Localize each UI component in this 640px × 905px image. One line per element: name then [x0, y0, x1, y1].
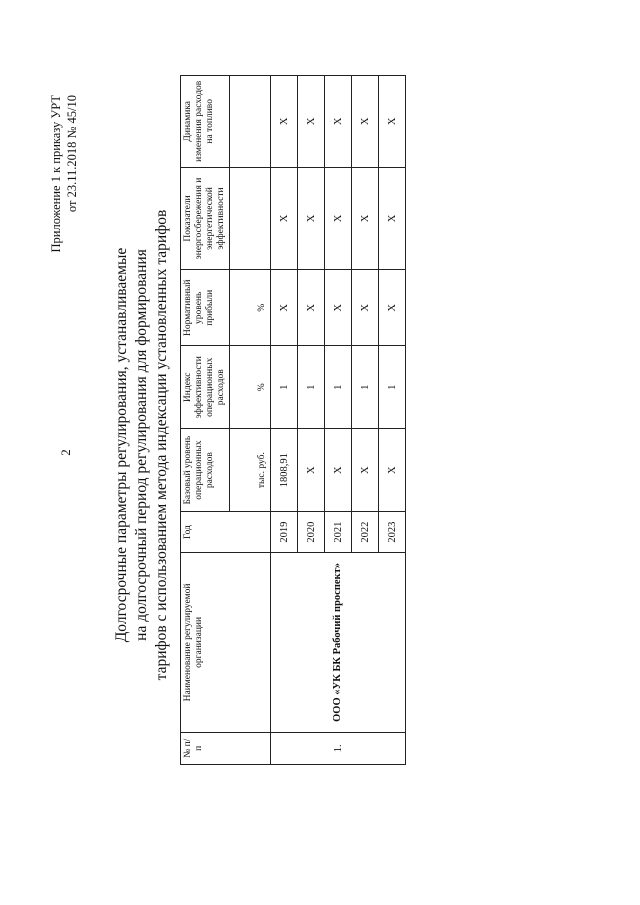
- appendix-line-2: от 23.11.2018 № 45/10: [65, 95, 79, 213]
- cell-efficiency-index: 1: [325, 346, 352, 429]
- cell-year: 2020: [298, 511, 325, 552]
- cell-fuel-dynamics: X: [379, 76, 406, 168]
- cell-year: 2023: [379, 511, 406, 552]
- cell-efficiency-index: 1: [298, 346, 325, 429]
- title-line-1: Долгосрочные параметры регулирования, устанавливаемые: [113, 247, 130, 643]
- page-number: 2: [58, 449, 73, 456]
- unit-normative-profit: %: [230, 270, 271, 346]
- title-line-2: на долгосрочный период регулирования для формирования: [133, 249, 150, 641]
- table-header-row: [181, 76, 230, 765]
- title-line-3: тарифов с использованием метода индексации установленных тарифов: [153, 209, 170, 681]
- cell-base-opex: X: [352, 429, 379, 512]
- parameters-table: [180, 75, 406, 765]
- header-base-opex: Базовый уровень операционных расходов: [181, 429, 230, 512]
- header-energy-efficiency: Показатели энергосбережения и энергетической эффективности: [181, 167, 230, 270]
- cell-energy-efficiency: X: [379, 167, 406, 270]
- cell-fuel-dynamics: X: [352, 76, 379, 168]
- unit-energy-efficiency: [230, 167, 271, 270]
- cell-normative-profit: X: [325, 270, 352, 346]
- cell-normative-profit: X: [352, 270, 379, 346]
- cell-base-opex: X: [325, 429, 352, 512]
- cell-fuel-dynamics: X: [325, 76, 352, 168]
- header-fuel-dynamics: Динамика изменения расходов на топливо: [181, 76, 230, 168]
- cell-year: 2021: [325, 511, 352, 552]
- cell-normative-profit: X: [271, 270, 298, 346]
- header-year: Год: [181, 511, 271, 552]
- cell-base-opex: 1808,91: [271, 429, 298, 512]
- cell-efficiency-index: 1: [352, 346, 379, 429]
- header-number: № п/п: [181, 732, 271, 764]
- unit-base-opex: тыс. руб.: [230, 429, 271, 512]
- cell-energy-efficiency: X: [298, 167, 325, 270]
- header-normative-profit: Нормативный уровень прибыли: [181, 270, 230, 346]
- document-title: [112, 205, 172, 685]
- appendix-line-1: Приложение 1 к приказу УРТ: [49, 95, 63, 253]
- cell-base-opex: X: [379, 429, 406, 512]
- cell-year: 2019: [271, 511, 298, 552]
- cell-normative-profit: X: [379, 270, 406, 346]
- row-number: 1.: [271, 732, 406, 764]
- unit-fuel-dynamics: [230, 76, 271, 168]
- cell-fuel-dynamics: X: [271, 76, 298, 168]
- cell-year: 2022: [352, 511, 379, 552]
- table-row: [271, 76, 298, 765]
- header-organization: Наименование регулируемой организации: [181, 553, 271, 732]
- cell-fuel-dynamics: X: [298, 76, 325, 168]
- cell-normative-profit: X: [298, 270, 325, 346]
- cell-efficiency-index: 1: [379, 346, 406, 429]
- cell-energy-efficiency: X: [271, 167, 298, 270]
- unit-efficiency-index: %: [230, 346, 271, 429]
- appendix-reference: [48, 95, 80, 253]
- organization-name: ООО «УК БК Рабочий проспект»: [271, 553, 406, 732]
- header-efficiency-index: Индекс эффективности операционных расходов: [181, 346, 230, 429]
- cell-energy-efficiency: X: [325, 167, 352, 270]
- cell-efficiency-index: 1: [271, 346, 298, 429]
- cell-base-opex: X: [298, 429, 325, 512]
- cell-energy-efficiency: X: [352, 167, 379, 270]
